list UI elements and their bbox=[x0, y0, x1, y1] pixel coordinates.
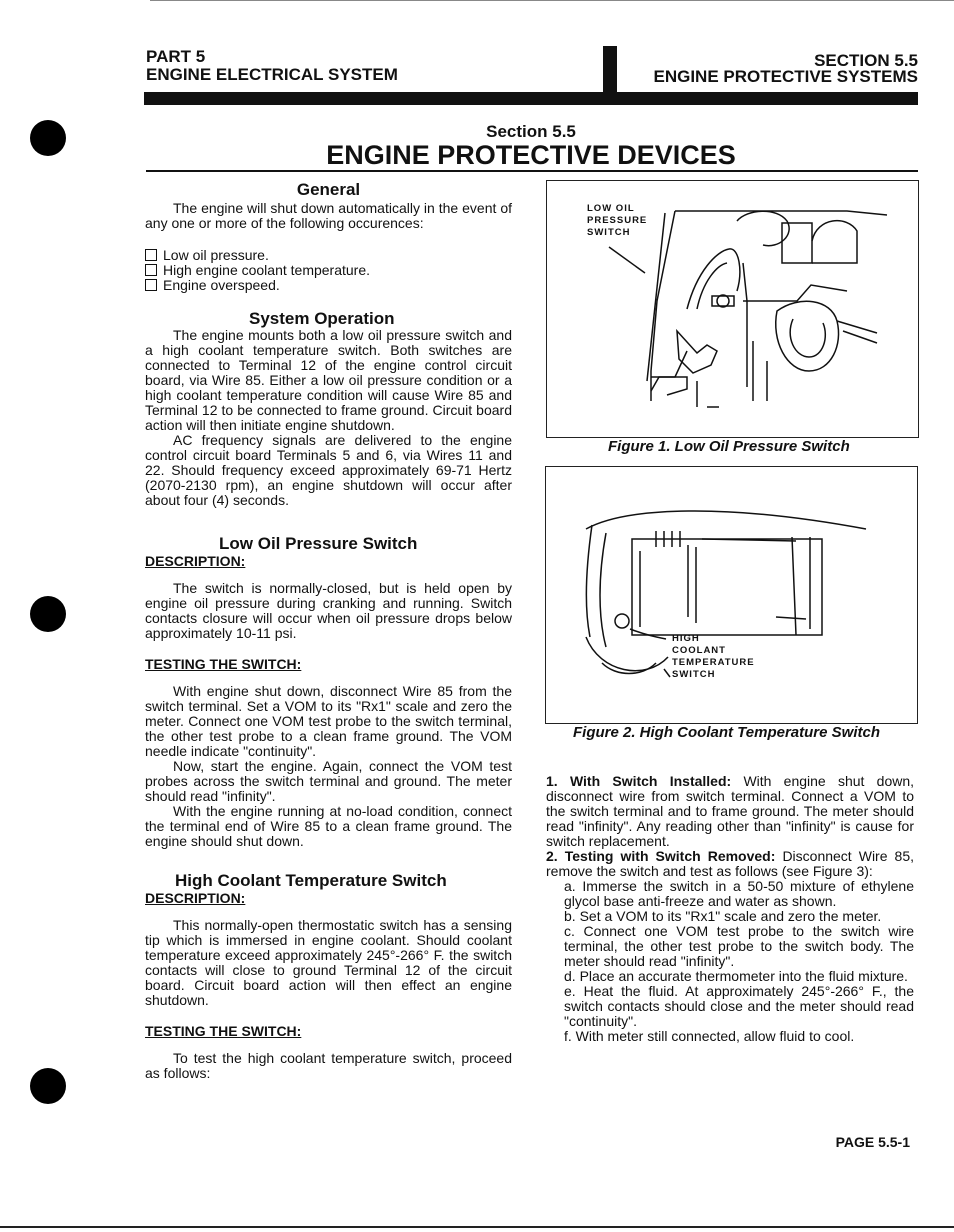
step-1: 1. With Switch Installed: With engine shut down, disconnect wire from switch terminal. Connect a VOM to the switch terminal and to frame ground. The meter should read "infinity". Any reading other than "infinity" is cause for switch replacement. bbox=[546, 773, 915, 849]
step-2a: a. Immerse the switch in a 50-50 mixture of ethylene glycol base anti-freeze and water as shown. bbox=[564, 878, 914, 909]
section-label: Section 5.5 bbox=[486, 122, 576, 141]
header-section-title: ENGINE PROTECTIVE SYSTEMS bbox=[653, 67, 918, 86]
page-title: ENGINE PROTECTIVE DEVICES bbox=[326, 140, 736, 170]
right-column bbox=[546, 774, 914, 1044]
high-coolant-testing-label: TESTING THE SWITCH: bbox=[145, 1023, 302, 1039]
figure-2-frame bbox=[545, 466, 918, 724]
title-rule bbox=[146, 170, 918, 172]
low-oil-description: The switch is normally-closed, but is held open by engine oil pressure during cranking and running. Switch contacts closure will occur when oil pressure drops below approximately 10-11 psi. bbox=[145, 580, 512, 641]
low-oil-pressure-switch-illustration bbox=[547, 181, 918, 437]
binder-hole-middle bbox=[30, 596, 66, 632]
figure-1-label: LOW OIL PRESSURE SWITCH bbox=[587, 203, 648, 238]
low-oil-test-p3: With the engine running at no-load condition, connect the terminal end of Wire 85 to a clean frame ground. The engine should shut down. bbox=[145, 803, 512, 849]
general-heading: General bbox=[296, 180, 361, 199]
low-oil-description-label: DESCRIPTION: bbox=[145, 553, 246, 569]
step-2f: f. With meter still connected, allow fluid to cool. bbox=[564, 1028, 855, 1044]
figure-1-caption: Figure 1. Low Oil Pressure Switch bbox=[608, 438, 850, 455]
high-coolant-temperature-switch-illustration bbox=[546, 467, 917, 723]
low-oil-heading: Low Oil Pressure Switch bbox=[219, 534, 418, 553]
system-operation-heading: System Operation bbox=[249, 309, 395, 328]
low-oil-test-p2: Now, start the engine. Again, connect the VOM test probes across the switch terminal and ground. The meter should read "infinity". bbox=[145, 758, 512, 804]
checkbox-icon bbox=[145, 279, 157, 291]
binder-hole-bottom bbox=[30, 1068, 66, 1104]
high-coolant-heading: High Coolant Temperature Switch bbox=[175, 871, 447, 890]
step-2d: d. Place an accurate thermometer into the fluid mixture. bbox=[564, 968, 908, 984]
list-item: Engine overspeed. bbox=[145, 278, 512, 293]
checkbox-icon bbox=[145, 264, 157, 276]
checkbox-icon bbox=[145, 249, 157, 261]
top-rule bbox=[150, 0, 954, 1]
system-operation-p2: AC frequency signals are delivered to the engine control circuit board Terminals 5 and 6, via Wires 11 and 22. Should frequency exceed approximately 69-71 Hertz (2070-2130 rpm), an engine shutdown will occur after about four (4) seconds. bbox=[145, 432, 512, 508]
list-item: Low oil pressure. bbox=[145, 248, 512, 263]
header-bar bbox=[144, 92, 918, 105]
step-2e: e. Heat the fluid. At approximately 245°-266° F., the switch contacts should close and the meter should read "continuity". bbox=[564, 983, 914, 1029]
header-divider-post bbox=[603, 46, 617, 92]
left-column bbox=[145, 180, 512, 1081]
header-part-title: ENGINE ELECTRICAL SYSTEM bbox=[146, 65, 398, 84]
figure-1-frame bbox=[546, 180, 919, 438]
list-item: High engine coolant temperature. bbox=[145, 263, 512, 278]
high-coolant-description-label: DESCRIPTION: bbox=[145, 890, 246, 906]
low-oil-test-p1: With engine shut down, disconnect Wire 85 from the switch terminal. Set a VOM to its "Rx1" scale and zero the meter. Connect one VOM test probe to the switch terminal, the other test probe to a clean frame ground. The VOM needle indicate "continuity". bbox=[145, 683, 512, 759]
figure-2-label: HIGH COOLANT TEMPERATURE SWITCH bbox=[672, 633, 755, 680]
header-section: SECTION 5.5 bbox=[814, 51, 918, 70]
bottom-rule bbox=[0, 1226, 954, 1228]
high-coolant-description: This normally-open thermostatic switch has a sensing tip which is immersed in engine coolant. Should coolant temperature exceed approximately 245°-266° F. the switch contacts will close to ground Terminal 12 of the circuit board. Circuit board action will then effect an engine shutdown. bbox=[145, 917, 512, 1008]
system-operation-p1: The engine mounts both a low oil pressure switch and a high coolant temperature switch. Both switches are connected to Terminal 12 of the engine control circuit board, via Wire 85. Either a low oil pressure condition or a high coolant temperature condition will cause Wire 85 and Terminal 12 to be connected to frame ground. Circuit board action will then initiate engine shutdown. bbox=[145, 327, 512, 433]
step-2c: c. Connect one VOM test probe to the switch wire terminal, the other test probe to the switch body. The meter should read "infinity". bbox=[564, 923, 914, 969]
header-part: PART 5 bbox=[146, 47, 206, 66]
low-oil-testing-label: TESTING THE SWITCH: bbox=[145, 656, 302, 672]
figure-2-caption: Figure 2. High Coolant Temperature Switch bbox=[573, 724, 880, 741]
step-2: 2. Testing with Switch Removed: Disconnect Wire 85, remove the switch and test as follows (see Figure 3): bbox=[546, 848, 915, 879]
general-intro: The engine will shut down automatically in the event of any one or more of the following occurences: bbox=[145, 200, 512, 231]
step-2b: b. Set a VOM to its "Rx1" scale and zero the meter. bbox=[564, 908, 882, 924]
high-coolant-test-p1: To test the high coolant temperature switch, proceed as follows: bbox=[145, 1050, 512, 1081]
page-number: PAGE 5.5-1 bbox=[835, 1134, 910, 1150]
